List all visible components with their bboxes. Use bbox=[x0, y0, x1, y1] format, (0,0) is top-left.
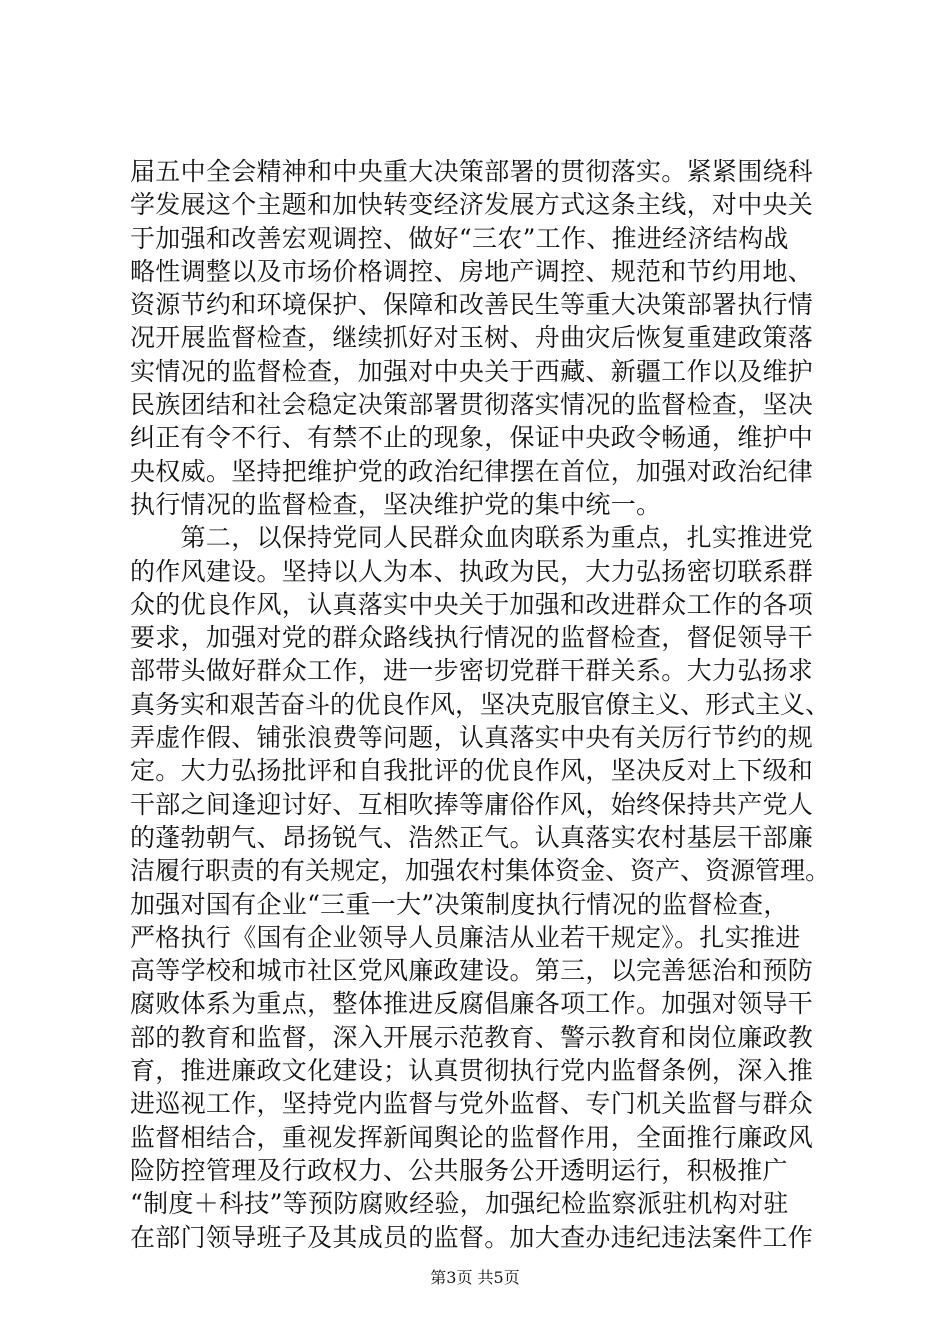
text-line: 学发展这个主题和加快转变经济发展方式这条主线，对中央关 bbox=[130, 190, 814, 220]
text-line: 届五中全会精神和中央重大决策部署的贯彻落实。紧紧围绕科 bbox=[130, 157, 814, 186]
text-line: 资源节约和环境保护、保障和改善民生等重大决策部署执行情 bbox=[130, 290, 814, 320]
text-line: 众的优良作风，认真落实中央关于加强和改进群众工作的各项 bbox=[130, 589, 814, 619]
text-line: 育，推进廉政文化建设；认真贯彻执行党内监督条例，深入推 bbox=[130, 1056, 814, 1086]
text-line: 于加强和改善宏观调控、做好“三农”工作、推进经济结构战 bbox=[130, 223, 789, 253]
text-line: 险防控管理及行政权力、公共服务公开透明运行，积极推广 bbox=[130, 1155, 788, 1185]
text-line: 高等学校和城市社区党风廉政建设。第三，以完善惩治和预防 bbox=[130, 956, 814, 986]
text-line: 央权威。坚持把维护党的政治纪律摆在首位，加强对政治纪律 bbox=[130, 456, 814, 486]
text-line: 执行情况的监督检查，坚决维护党的集中统一。 bbox=[130, 489, 662, 519]
text-line: 要求，加强对党的群众路线执行情况的监督检查，督促领导干 bbox=[130, 623, 814, 653]
text-line: 弄虚作假、铺张浪费等问题，认真落实中央有关厉行节约的规 bbox=[130, 723, 814, 753]
page-footer: 第3页 共5页 bbox=[430, 1268, 520, 1287]
text-line: 实情况的监督检查，加强对中央关于西藏、新疆工作以及维护 bbox=[130, 356, 814, 386]
text-line: 况开展监督检查，继续抓好对玉树、舟曲灾后恢复重建政策落 bbox=[130, 323, 814, 353]
text-line: 第二，以保持党同人民群众血肉联系为重点，扎实推进党 bbox=[130, 523, 814, 553]
text-line: 的作风建设。坚持以人为本、执政为民，大力弘扬密切联系群 bbox=[130, 556, 814, 586]
text-line: 纠正有令不行、有禁不止的现象，保证中央政令畅通，维护中 bbox=[130, 423, 814, 453]
text-line: 进巡视工作，坚持党内监督与党外监督、专门机关监督与群众 bbox=[130, 1089, 814, 1119]
text-line: 真务实和艰苦奋斗的优良作风，坚决克服官僚主义、形式主义、 bbox=[130, 689, 831, 719]
body-text bbox=[130, 155, 830, 1254]
text-line: 定。大力弘扬批评和自我批评的优良作风，坚决反对上下级和 bbox=[130, 756, 814, 786]
text-line: 略性调整以及市场价格调控、房地产调控、规范和节约用地、 bbox=[130, 256, 814, 286]
text-line: 加强对国有企业“三重一大”决策制度执行情况的监督检查， bbox=[130, 889, 789, 919]
text-line: 监督相结合，重视发挥新闻舆论的监督作用，全面推行廉政风 bbox=[130, 1122, 814, 1152]
text-line: 严格执行《国有企业领导人员廉洁从业若干规定》。扎实推进 bbox=[130, 922, 801, 952]
text-line: 干部之间逢迎讨好、互相吹捧等庸俗作风，始终保持共产党人 bbox=[130, 789, 814, 819]
text-line: 部的教育和监督，深入开展示范教育、警示教育和岗位廉政教 bbox=[130, 1022, 814, 1052]
text-line: 洁履行职责的有关规定，加强农村集体资金、资产、资源管理。 bbox=[130, 856, 831, 886]
text-line: “制度＋科技”等预防腐败经验，加强纪检监察派驻机构对驻 bbox=[130, 1189, 789, 1219]
text-line: 民族团结和社会稳定决策部署贯彻落实情况的监督检查，坚决 bbox=[130, 390, 814, 420]
text-line: 部带头做好群众工作，进一步密切党群干群关系。大力弘扬求 bbox=[130, 656, 814, 686]
text-line: 的蓬勃朝气、昂扬锐气、浩然正气。认真落实农村基层干部廉 bbox=[130, 822, 814, 852]
text-line: 在部门领导班子及其成员的监督。加大查办违纪违法案件工作 bbox=[130, 1222, 814, 1252]
text-line: 腐败体系为重点，整体推进反腐倡廉各项工作。加强对领导干 bbox=[130, 989, 814, 1019]
